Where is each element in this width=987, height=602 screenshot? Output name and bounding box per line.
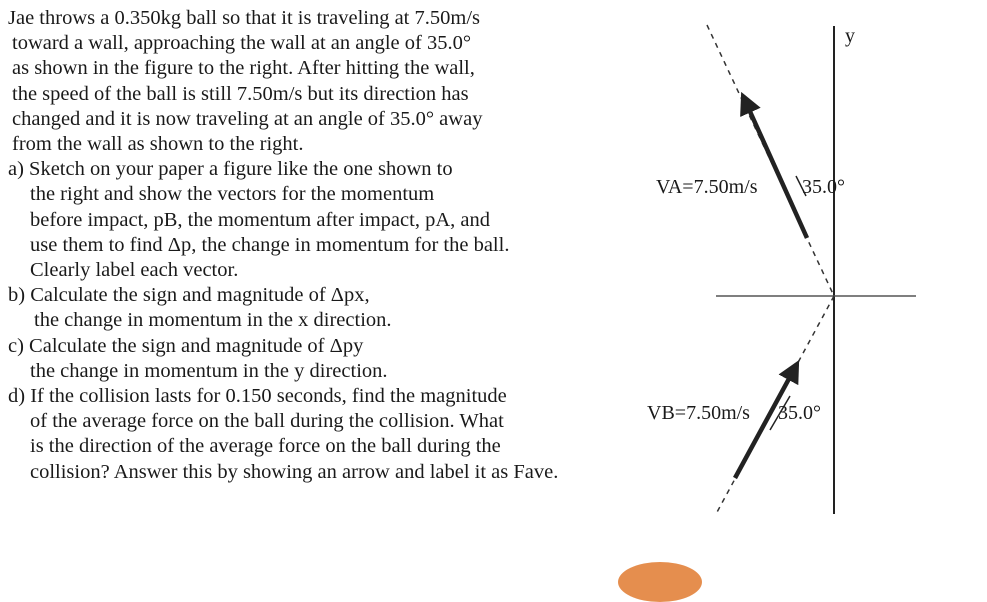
va-angle-label: 35.0° — [802, 176, 845, 198]
va-label: VA=7.50m/s — [656, 176, 758, 198]
problem-line: the speed of the ball is still 7.50m/s but its direction has — [12, 82, 469, 105]
part-d-line: d) If the collision lasts for 0.150 seconds, find the magnitude — [8, 385, 507, 408]
part-a-line: a) Sketch on your paper a figure like the one shown to — [8, 158, 453, 181]
y-axis-label: y — [845, 25, 855, 47]
problem-line: changed and it is now traveling at an angle of 35.0° away — [12, 107, 483, 130]
part-d-line: of the average force on the ball during the collision. What — [30, 410, 504, 433]
vb-label: VB=7.50m/s — [647, 402, 750, 424]
va-vector-arrow — [743, 96, 807, 238]
part-a-line: the right and show the vectors for the momentum — [30, 183, 435, 206]
vb-angle-label: 35.0° — [778, 402, 821, 424]
problem-line: Jae throws a 0.350kg ball so that it is traveling at 7.50m/s — [8, 7, 481, 29]
part-a-line: use them to find Δp, the change in momentum for the ball. — [30, 233, 510, 256]
part-a-line: before impact, pB, the momentum after impact, pA, and — [30, 208, 490, 231]
problem-line: from the wall as shown to the right. — [12, 133, 304, 156]
basketball-decoration — [618, 562, 702, 602]
part-c-line: the change in momentum in the y direction. — [30, 359, 388, 382]
problem-line: as shown in the figure to the right. After hitting the wall, — [12, 57, 475, 80]
part-d-line: is the direction of the average force on the ball during the — [30, 435, 501, 458]
part-d-line: collision? Answer this by showing an arrow and label it as Fave. — [30, 460, 559, 483]
part-c-line: c) Calculate the sign and magnitude of Δpy — [8, 334, 364, 357]
problem-line: toward a wall, approaching the wall at an angle of 35.0° — [12, 32, 472, 55]
part-a-line: Clearly label each vector. — [30, 259, 239, 282]
part-b-line: b) Calculate the sign and magnitude of Δpx, — [8, 284, 370, 307]
part-b-line: the change in momentum in the x direction. — [34, 309, 392, 332]
